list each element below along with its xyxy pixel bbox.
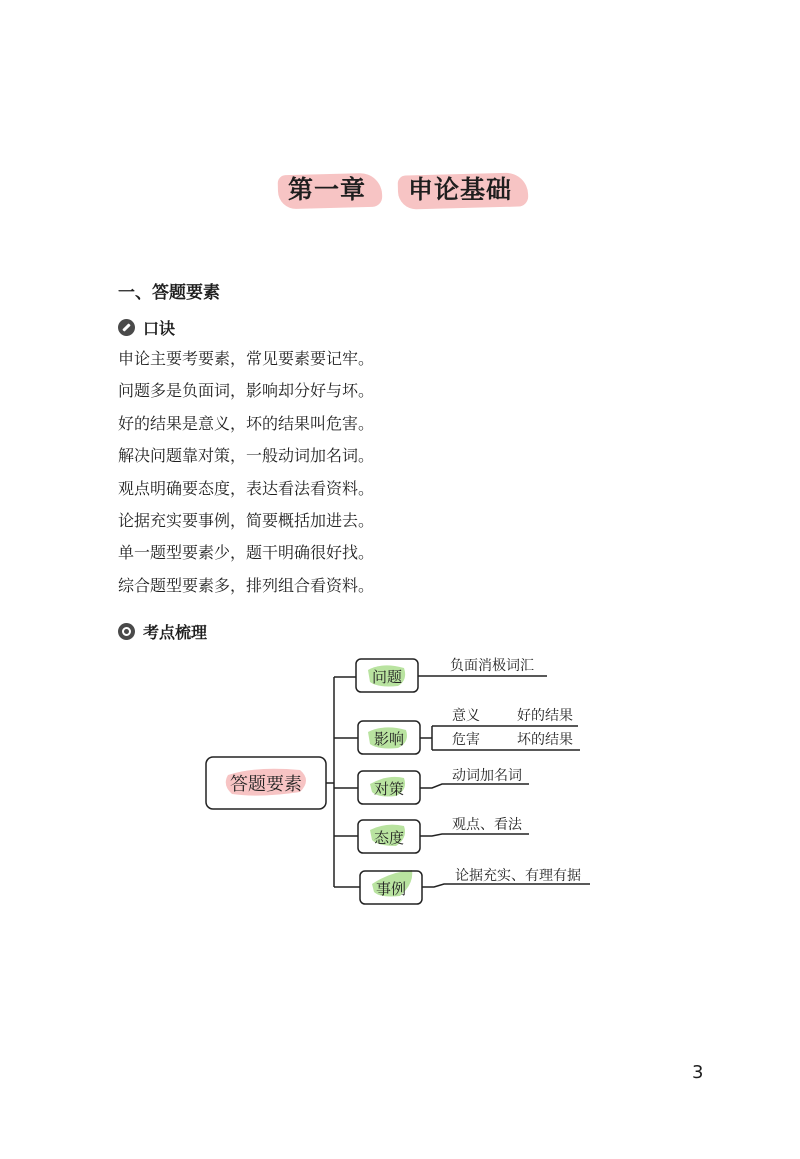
mind-map-spine	[326, 677, 334, 887]
mnemonic-line: 申论主要考要素，常见要素要记牢。	[118, 349, 375, 368]
mnemonic-line: 问题多是负面词，影响却分好与坏。	[118, 381, 375, 401]
mnemonic-line: 综合题型要素多，排列组合看资料。	[118, 575, 375, 595]
mnemonic-line: 解决问题靠对策，一般动词加名词。	[118, 446, 375, 466]
mnemonic-heading-label: 口诀	[143, 319, 176, 338]
branch-label: 问题	[371, 668, 403, 686]
branch-label: 事例	[375, 880, 407, 898]
mnemonic-line: 观点明确要态度，表达看法看资料。	[118, 478, 375, 498]
note-line	[420, 784, 529, 788]
mnemonic-line: 单一题型要素少，题干明确很好找。	[118, 543, 375, 563]
note-text: 坏的结果	[517, 732, 573, 748]
chapter-name: 申论基础	[402, 168, 518, 208]
section-heading: 一、答题要素	[118, 283, 220, 303]
note-line	[420, 834, 529, 836]
chapter-number: 第一章	[282, 168, 372, 208]
note-text: 论据充实、有理有据	[455, 868, 581, 884]
page-number: 3	[692, 1062, 704, 1083]
branch-label: 对策	[373, 780, 405, 798]
root-label: 答题要素	[230, 774, 302, 795]
mnemonic-line: 好的结果是意义，坏的结果叫危害。	[118, 413, 375, 433]
points-heading-label: 考点梳理	[143, 623, 208, 642]
branch-label: 态度	[373, 829, 405, 847]
note-line	[422, 884, 590, 887]
mnemonic-line: 论据充实要事例，简要概括加进去。	[118, 510, 375, 530]
note-text: 好的结果	[517, 708, 573, 724]
note-text: 观点、看法	[452, 817, 522, 833]
note-text: 意义	[452, 708, 480, 724]
mind-map-connectors	[334, 677, 360, 887]
branch-label: 影响	[373, 730, 405, 748]
note-text: 动词加名词	[452, 768, 522, 784]
note-text: 负面消极词汇	[450, 658, 534, 674]
note-text: 危害	[452, 732, 480, 748]
